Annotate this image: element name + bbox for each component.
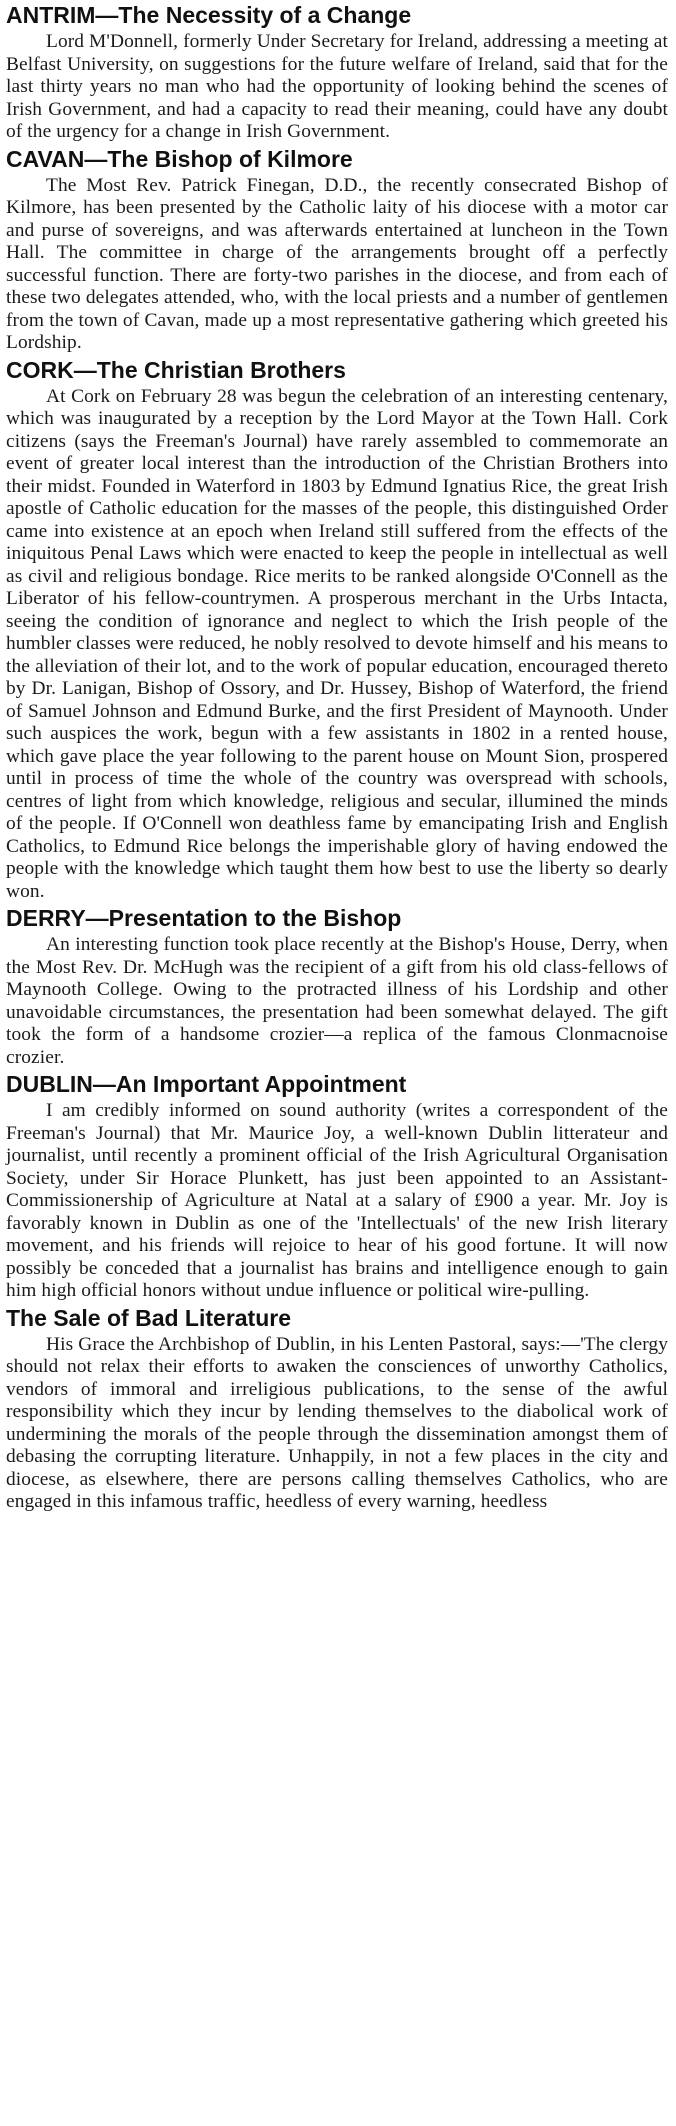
article-body: His Grace the Archbishop of Dublin, in his Lenten Pastoral, says:—'The clergy should not relax their efforts to awaken the consciences of unworthy Catholics, vendors of immoral and irreligious publications, to the sense of the awful responsibility which they incur by lending themselves to the diabolical work of undermining the morals of the people through the dissemination amongst them of debasing the corrupting literature. Unhappily, in not a few places in the city and diocese, as elsewhere, there are persons calling themselves Catholics, who are engaged in this infamous traffic, heedless of every warning, heedless <box>6 1333 668 1512</box>
article-heading: CORK—The Christian Brothers <box>6 356 346 383</box>
article-body: The Most Rev. Patrick Finegan, D.D., the recently consecrated Bishop of Kilmore, has been presented by the Catholic laity of his diocese with a motor car and purse of sovereigns, and was afterwards entertained at luncheon in the Town Hall. The committee in charge of the arrangements brought off a perfectly successful function. There are forty-two parishes in the diocese, and from each of these two delegates attended, who, with the local priests and a number of gentlemen from the town of Cavan, made up a most representative gathering which greeted his Lordship. <box>6 174 668 353</box>
article-body: An interesting function took place recently at the Bishop's House, Derry, when the Most Rev. Dr. McHugh was the recipient of a gift from his old class-fellows of Maynooth College. Owing to the protracted illness of his Lordship and other unavoidable circumstances, the presentation had been somewhat delayed. The gift took the form of a handsome crozier—a replica of the famous Clonmacnoise crozier. <box>6 934 668 1068</box>
article-heading: DUBLIN—An Important Appointment <box>6 1071 407 1097</box>
article-heading: ANTRIM—The Necessity of a Change <box>6 2 412 28</box>
article-derry <box>6 903 668 1069</box>
article-body: I am credibly informed on sound authority (writes a correspondent of the Freeman's Journal) that Mr. Maurice Joy, a well-known Dublin litterateur and journalist, until recently a prominent official of the Irish Agricultural Organisation Society, under Sir Horace Plunkett, has just been appointed to an Assistant-Commissionership of Agriculture at Natal at a salary of £900 a year. Mr. Joy is favorably known in Dublin as one of the 'Intellectuals' of the new Irish literary movement, and his friends will rejoice to hear of his good fortune. It will now possibly be conceded that a journalist has brains and intelligence enough to gain him high official honors without undue influence or political wire-pulling. <box>6 1100 668 1301</box>
article-heading: CAVAN—The Bishop of Kilmore <box>6 145 353 172</box>
article-body: At Cork on February 28 was begun the celebration of an interesting centenary, which was inaugurated by a reception by the Lord Mayor at the Town Hall. Cork citizens (says the Freeman's Journal) have rarely assembled to commemorate an event of greater local interest than the introduction of the Christian Brothers into their midst. Founded in Waterford in 1803 by Edmund Ignatius Rice, the great Irish apostle of Catholic education for the masses of the people, this distinguished Order came into existence at an epoch when Ireland still suffered from the effects of the iniquitous Penal Laws which were enacted to keep the people in intellectual as well as civil and religious bondage. Rice merits to be ranked alongside O'Connell as the Liberator of his fellow-countrymen. A prosperous merchant in the Urbs Intacta, seeing the condition of ignorance and neglect to which the Irish people of the humbler classes were reduced, he nobly resolved to devote himself and his means to the alleviation of their lot, and to the work of popular education, encouraged thereto by Dr. Lanigan, Bishop of Ossory, and Dr. Hussey, Bishop of Waterford, the friend of Samuel Johnson and Edmund Burke, and the first President of Maynooth. Under such auspices the work, begun with a few assistants in 1802 in a rented house, which gave place the year following to the parent house on Mount Sion, prospered until in process of time the whole of the country was overspread with schools, centres of light from which knowledge, religious and secular, illumined the minds of the people. If O'Connell won deathless fame by emancipating Irish and English Catholics, to Edmund Rice belongs the imperishable glory of having endowed the people with the knowledge which taught them how best to use the liberty so dearly won. <box>6 385 668 902</box>
article-antrim <box>6 0 668 144</box>
article-dublin <box>6 1069 668 1303</box>
article-body: Lord M'Donnell, formerly Under Secretary for Ireland, addressing a meeting at Belfast University, on suggestions for the future welfare of Ireland, said that for the last thirty years no man who had the opportunity of looking behind the scenes of Irish Government, and had a capacity to read their meaning, could have any doubt of the urgency for a change in Irish Government. <box>6 31 668 142</box>
article-heading: The Sale of Bad Literature <box>6 1304 292 1331</box>
article-cavan <box>6 144 668 355</box>
article-cork <box>6 355 668 904</box>
article-heading: DERRY—Presentation to the Bishop <box>6 905 402 931</box>
article-bad-literature <box>6 1303 668 1514</box>
